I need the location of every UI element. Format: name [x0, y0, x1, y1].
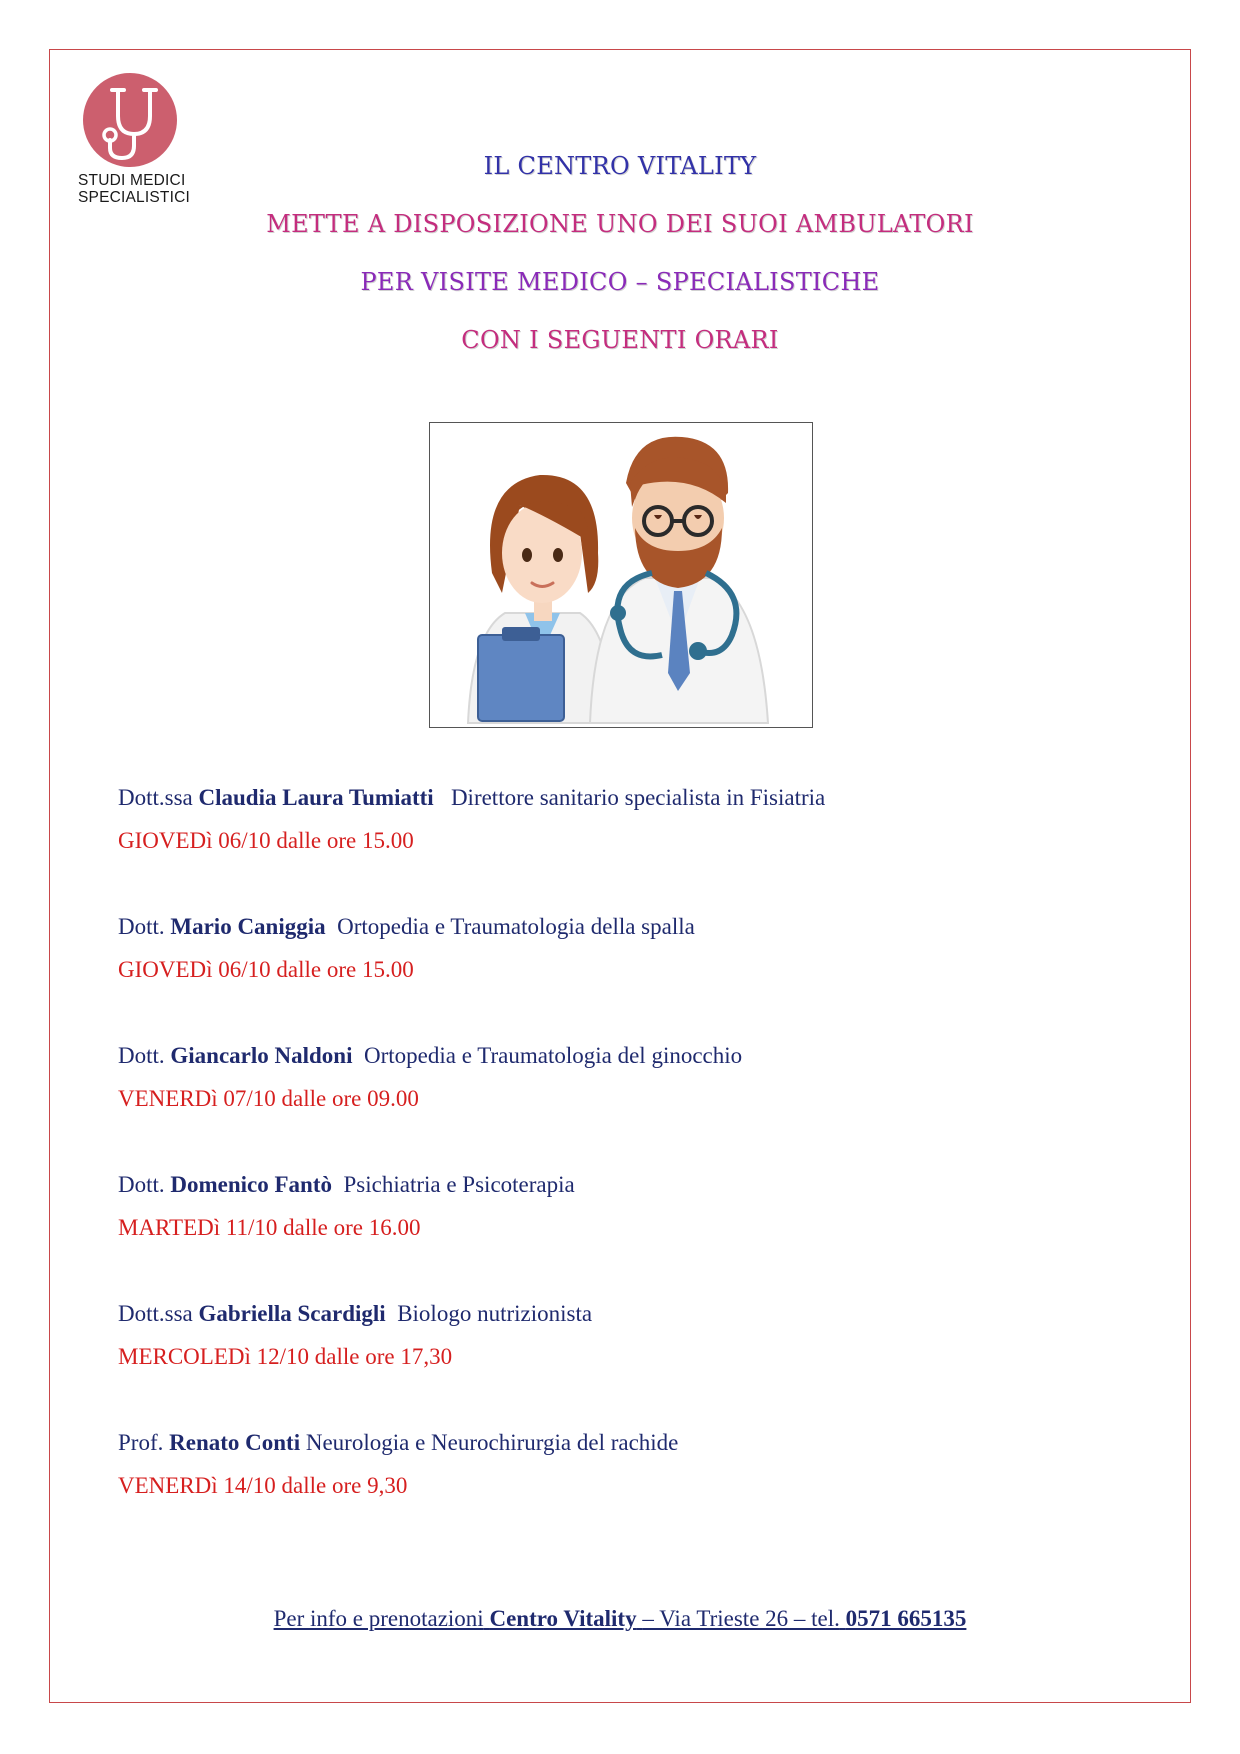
doctor-specialty: Biologo nutrizionista [397, 1301, 593, 1326]
footer-address: – Via Trieste 26 – tel. [642, 1606, 840, 1631]
heading-3: PER VISITE MEDICO – SPECIALISTICHE [360, 268, 880, 296]
doctor-specialty: Psichiatria e Psicoterapia [343, 1172, 575, 1197]
list-item [118, 1430, 1118, 1559]
doctor-schedule: GIOVEDì 06/10 dalle ore 15.00 [118, 957, 414, 982]
list-item [118, 1301, 1118, 1430]
logo [78, 72, 188, 222]
doctor-name: Gabriella Scardigli [198, 1301, 386, 1326]
doctor-title: Dott.ssa [118, 1301, 193, 1326]
list-item [118, 1043, 1118, 1172]
doctor-schedule: MERCOLEDì 12/10 dalle ore 17,30 [118, 1344, 453, 1369]
heading-4: CON I SEGUENTI ORARI [461, 326, 779, 354]
doctor-specialty: Neurologia e Neurochirurgia del rachide [305, 1430, 679, 1455]
doctor-specialty: Direttore sanitario specialista in Fisiatria [450, 785, 826, 810]
list-item [118, 785, 1118, 914]
logo-line-1: STUDI MEDICI [78, 172, 186, 189]
heading-1: IL CENTRO VITALITY [483, 152, 757, 180]
doctor-specialty: Ortopedia e Traumatologia del ginocchio [364, 1043, 743, 1068]
doctor-name: Mario Caniggia [170, 914, 326, 939]
doctor-name: Renato Conti [169, 1430, 301, 1455]
doctor-schedule: GIOVEDì 06/10 dalle ore 15.00 [118, 828, 414, 853]
doctors-illustration [429, 422, 813, 728]
doctor-schedule: MARTEDì 11/10 dalle ore 16.00 [118, 1215, 421, 1240]
doctor-title: Dott.ssa [118, 785, 193, 810]
list-item [118, 1172, 1118, 1301]
footer-center-name: Centro Vitality [489, 1606, 637, 1631]
doctors-illustration-icon [430, 423, 811, 726]
doctor-schedule: VENERDì 14/10 dalle ore 9,30 [118, 1473, 408, 1498]
doctor-title: Dott. [118, 1172, 165, 1197]
logo-line-2: SPECIALISTICI [78, 189, 190, 206]
doctor-title: Dott. [118, 1043, 165, 1068]
doctor-name: Claudia Laura Tumiatti [198, 785, 434, 810]
heading-2: METTE A DISPOSIZIONE UNO DEI SUOI AMBULATORI [266, 210, 974, 238]
doctors-list [118, 785, 1118, 1559]
list-item [118, 914, 1118, 1043]
doctor-specialty: Ortopedia e Traumatologia della spalla [337, 914, 695, 939]
doctor-name: Giancarlo Naldoni [170, 1043, 353, 1068]
footer-contact[interactable] [0, 1606, 1240, 1632]
footer-prefix: Per info e prenotazioni [273, 1606, 484, 1631]
footer-phone[interactable]: 0571 665135 [845, 1606, 967, 1631]
doctor-title: Prof. [118, 1430, 164, 1455]
doctor-title: Dott. [118, 914, 165, 939]
doctor-schedule: VENERDì 07/10 dalle ore 09.00 [118, 1086, 419, 1111]
doctor-name: Domenico Fantò [170, 1172, 333, 1197]
